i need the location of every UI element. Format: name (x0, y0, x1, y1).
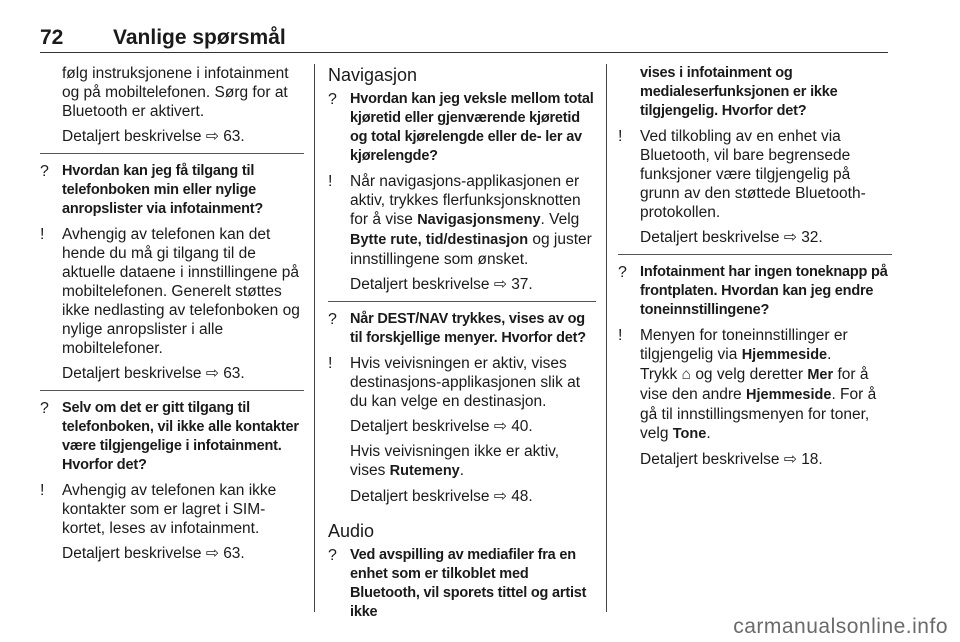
reference-arrow-icon: ⇨ (783, 451, 797, 468)
reference-arrow-icon: ⇨ (205, 128, 219, 145)
answer-icon: ! (40, 482, 45, 499)
separator (40, 390, 304, 391)
answer-text: Menyen for toneinnstillinger er tilgjengelig via Hjemmeside. Trykk ⌂ og velg deretter Mer for å vise den andre Hjemmeside. For å gå til innstillingsmenyen for toner, velg Tone. (640, 327, 877, 442)
reference-line: Detaljert beskrivelse ⇨ 32. (640, 229, 823, 246)
question-item (328, 310, 596, 348)
page-reference: 40. (511, 418, 533, 435)
intro-text: følg instruksjonene i infotainment og på mobiltelefonen. Sørg for at Bluetooth er aktivert. (62, 65, 289, 120)
question-item (328, 90, 596, 166)
column-3 (618, 64, 892, 469)
reference-line: Detaljert beskrivelse ⇨ 40. (350, 418, 533, 435)
question-text: Hvordan kan jeg få tilgang til telefonboken min eller nylige anropslister via infotainment? (62, 163, 264, 217)
separator (618, 254, 892, 255)
reference-arrow-icon: ⇨ (205, 365, 219, 382)
section-heading-audio: Audio (328, 521, 375, 541)
question-icon: ? (328, 547, 337, 564)
page-reference: 37. (511, 276, 533, 293)
reference-arrow-icon: ⇨ (493, 276, 507, 293)
answer-icon: ! (328, 355, 333, 372)
column-1 (40, 64, 304, 563)
column-divider (314, 64, 315, 612)
question-text: Infotainment har ingen toneknapp på frontplaten. Hvordan kan jeg endre toneinnstillingene? (640, 264, 888, 318)
answer-icon: ! (328, 173, 333, 190)
section-heading-navigation: Navigasjon (328, 65, 418, 85)
answer-text: Ved tilkobling av en enhet via Bluetooth, vil bare begrensede funksjoner være tilgjengelig på grunn av den støttede Bluetooth-protokollen. (640, 128, 866, 221)
answer-item (40, 225, 304, 358)
reference-arrow-icon: ⇨ (493, 418, 507, 435)
answer-icon: ! (40, 226, 45, 243)
column-2 (328, 64, 596, 622)
answer-text: Når navigasjons-applikasjonen er aktiv, trykkes flerfunksjonsknotten for å vise Navigasjonsmeny. Velg Bytte rute, tid/destinasjon og juster innstillingene som ønsket. (350, 173, 592, 268)
question-icon: ? (328, 311, 337, 328)
reference-line: Detaljert beskrivelse ⇨ 37. (350, 276, 533, 293)
page-reference: 63. (223, 545, 245, 562)
reference-line: Detaljert beskrivelse ⇨ 63. (62, 545, 245, 562)
page-number: 72 (40, 26, 64, 49)
question-item (40, 162, 304, 219)
answer-text: Avhengig av telefonen kan ikke kontakter som er lagret i SIM-kortet, leses av infotainment. (62, 482, 277, 537)
page-reference: 48. (511, 488, 533, 505)
page-reference: 63. (223, 365, 245, 382)
question-text: Når DEST/NAV trykkes, vises av og til forskjellige menyer. Hvorfor det? (350, 311, 586, 346)
page-header (40, 26, 888, 53)
answer-item (328, 172, 596, 269)
reference-line: Detaljert beskrivelse ⇨ 48. (350, 488, 533, 505)
page-reference: 63. (223, 128, 245, 145)
answer-item (328, 354, 596, 411)
reference-arrow-icon: ⇨ (783, 229, 797, 246)
answer-text: Avhengig av telefonen kan det hende du må gi tilgang til de aktuelle dataene i innstillingene på mobiltelefonen. Generelt støttes ikke nedlasting av telefonboken og nylige anropslister i alle mobiltelefoner. (62, 226, 300, 357)
separator (328, 301, 596, 302)
question-text: Hvordan kan jeg veksle mellom total kjøretid eller gjenværende kjøretid og total kjørelengde eller de- ler av kjørelengde? (350, 91, 594, 164)
question-icon: ? (328, 91, 337, 108)
question-icon: ? (40, 163, 49, 180)
page-reference: 32. (801, 229, 823, 246)
reference-line: Detaljert beskrivelse ⇨ 63. (62, 365, 245, 382)
answer-icon: ! (618, 128, 623, 145)
answer-extra-text: Hvis veivisningen ikke er aktiv, vises Rutemeny. (350, 443, 560, 479)
question-icon: ? (40, 400, 49, 417)
answer-icon: ! (618, 327, 623, 344)
question-item (328, 546, 596, 622)
question-item (618, 263, 892, 320)
answer-item (618, 127, 892, 222)
reference-line: Detaljert beskrivelse ⇨ 63. (62, 128, 245, 145)
question-continuation: vises i infotainment og medialeserfunksjonen er ikke tilgjengelig. Hvorfor det? (640, 65, 838, 119)
reference-arrow-icon: ⇨ (205, 545, 219, 562)
question-icon: ? (618, 264, 627, 281)
separator (40, 153, 304, 154)
home-icon: ⌂ (681, 366, 691, 383)
answer-text: Hvis veivisningen er aktiv, vises destinasjons-applikasjonen slik at du kan velge en destinasjon. (350, 355, 581, 410)
answer-item (40, 481, 304, 538)
reference-line: Detaljert beskrivelse ⇨ 18. (640, 451, 823, 468)
question-text: Ved avspilling av mediafiler fra en enhet som er tilkoblet med Bluetooth, vil sporets tittel og artist ikke (350, 547, 587, 620)
page-title: Vanlige spørsmål (113, 26, 286, 49)
answer-item (618, 326, 892, 444)
reference-arrow-icon: ⇨ (493, 488, 507, 505)
question-item (40, 399, 304, 475)
column-divider (606, 64, 607, 612)
page-reference: 18. (801, 451, 823, 468)
question-text: Selv om det er gitt tilgang til telefonboken, vil ikke alle kontakter være tilgjengelige i infotainment. Hvorfor det? (62, 400, 299, 473)
watermark: carmanualsonline.info (733, 615, 948, 638)
